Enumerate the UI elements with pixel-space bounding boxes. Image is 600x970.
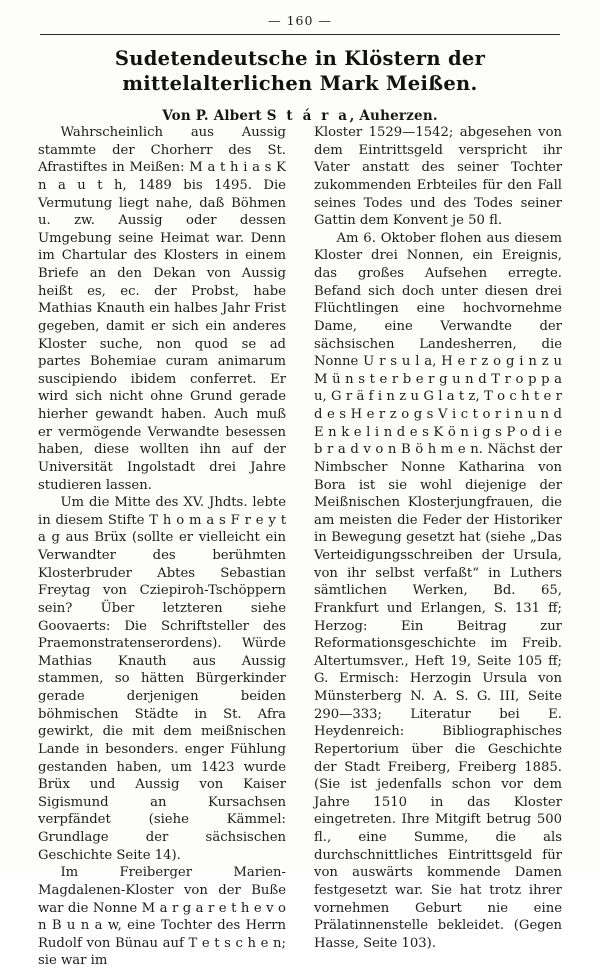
byline-prefix: Von P. Albert — [162, 107, 267, 124]
paragraph: Im Freiberger Marien-Magdalenen-Kloster von der Buße war die Nonne M a r g a r e t h e v o n B u n a w, eine Tochter des Herrn Rudolf von Bünau auf T e t s c h e n; sie war im — [38, 865, 286, 969]
page-title: Sudetendeutsche in Klöstern der mittelalterlichen Mark Meißen. — [114, 47, 486, 95]
paragraph: Um die Mitte des XV. Jhdts. lebte in diesem Stifte T h o m a s F r e y t a g aus Brüx (sollte er vielleicht ein Verwandter des berühmten Klosterbruder Abtes Sebastian Freytag von Cziepiroh-Tschöppern sein? Über letzteren siehe Goovaerts: Die Schriftsteller des Praemonstratenserordens). Würde Mathias Knauth aus Aussig stammen, so hätten Bürgerkinder gerade derjenigen beiden böhmischen Städte in St. Afra gewirkt, die mit dem meißnischen Lande in besonders. enger Fühlung gestanden haben, um 1423 wurde Brüx und Aussig von Kaiser Sigismund an Kursachsen verpfändet (siehe Kämmel: Grundlage der sächsischen Geschichte Seite 14). — [38, 495, 286, 863]
column-right — [314, 124, 562, 970]
paragraph: Kloster 1529—1542; abgesehen von dem Eintrittsgeld verspricht ihr Vater anstatt des seiner Tochter zukommenden Erbteiles für den Fall seines Todes und des Todes seiner Gattin dem Konvent je 50 fl. — [314, 125, 562, 229]
byline-suffix: , Auherzen. — [349, 107, 438, 124]
header-rule — [40, 34, 560, 35]
column-left — [38, 124, 286, 970]
paragraph: Am 6. Oktober flohen aus diesem Kloster drei Nonnen, ein Ereignis, das großes Aufsehen erregte. Befand sich doch unter diesen drei Flüchtlingen eine hochvornehme Dame, eine Verwandte der sächsischen Landesherren, die Nonne U r s u l a, H e r z o g i n z u M ü n s t e r b e r g u n d T r o p p a u, G r ä f i n z u G l a t z, T o c h t e r d e s H e r z o g s V i c t o r i n u n d E n k e l i n d e s K ö n i g s P o d i e b r a d v o n B ö h m e n. Nächst der Nimbscher Nonne Katharina von Bora ist sie wohl diejenige der Meißnischen Klosterjungfrauen, die am meisten die Feder der Historiker in Bewegung gesetzt hat (siehe „Das Verteidigungsschreiben der Ursula, von ihr selbst verfaßt“ in Luthers sämtlichen Werken, Bd. 65, Frankfurt und Erlangen, S. 131 ff; Herzog: Ein Beitrag zur Reformationsgeschichte im Freib. Altertumsver., Heft 19, Seite 105 ff; G. Ermisch: Herzogin Ursula von Münsterberg N. A. S. G. III, Seite 290—333; Literatur bei E. Heydenreich: Bibliographisches Repertorium über die Geschichte der Stadt Freiberg, Freiberg 1885. (Sie ist jedenfalls schon vor dem Jahre 1510 in das Kloster eingetreten. Ihre Mitgift betrug 500 fl., eine Summe, die als durchschnittliches Eintrittsgeld für von auswärts kommende Damen festgesetzt war. Sie hat trotz ihrer vornehmen Geburt nie eine Prälatinnenstelle bekleidet. (Gegen Hasse, Seite 103). — [314, 230, 562, 951]
byline — [38, 108, 562, 124]
body-columns — [38, 124, 562, 970]
paragraph: Wahrscheinlich aus Aussig stammte der Chorherr des St. Afrastiftes in Meißen: M a t h i a s K n a u t h, 1489 bis 1495. Die Vermutung liegt nahe, daß Böhmen u. zw. Aussig oder dessen Umgebung seine Heimat war. Denn im Chartular des Klosters in einem Briefe an den Dekan von Aussig heißt es, ec. der Probst, habe Mathias Knauth ein halbes Jahr Frist gegeben, damit er sich ein anderes Kloster suche, non quod se ad partes Bohemiae curam animarum suscipiendo ibidem conferret. Er wird sich nicht ohne Grund gerade hierher gewandt haben. Auch muß er vermögende Verwandte besessen haben, diese wollten ihn auf der Universität Ingolstadt drei Jahre studieren lassen. — [38, 125, 286, 493]
byline-author: S t á r a — [266, 107, 350, 124]
page-number: — 160 — — [268, 13, 332, 28]
